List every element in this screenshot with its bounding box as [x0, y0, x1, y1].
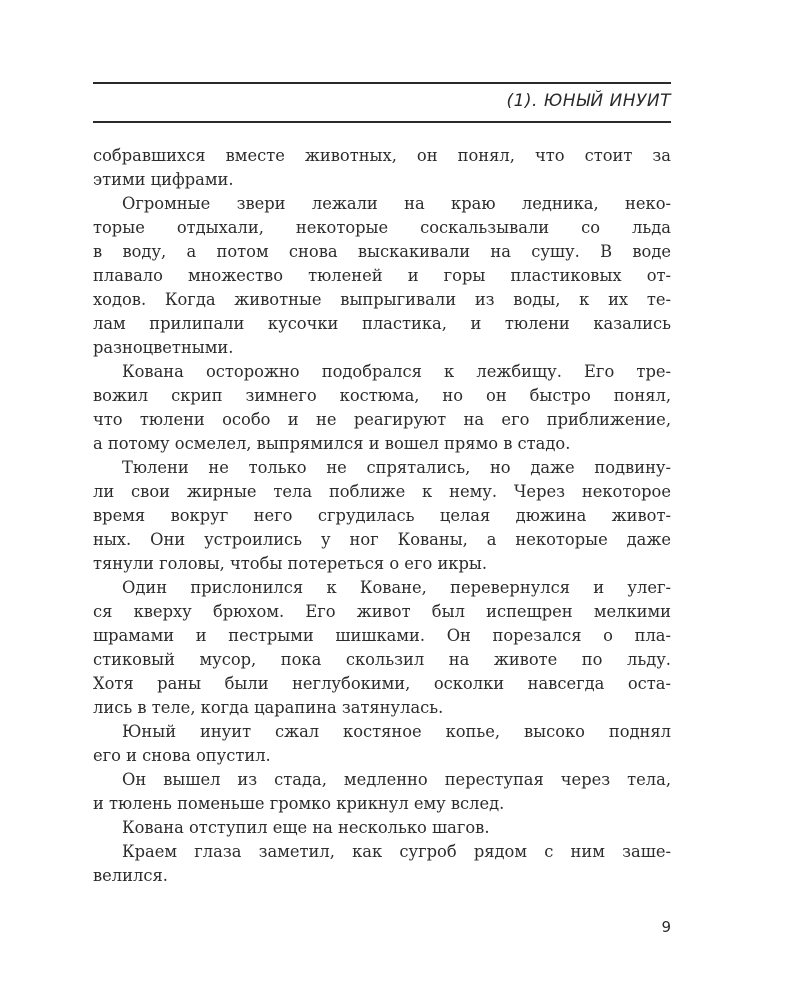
text-line: Один прислонился к Коване, перевернулся и улег- [122, 578, 671, 597]
text-line: а потому осмелел, выпрямился и вошел прямо в стадо. [93, 434, 571, 453]
text-line: Краем глаза заметил, как сугроб рядом с ним заше- [122, 842, 671, 861]
text-line: время вокруг него сгрудилась целая дюжина живот- [93, 506, 671, 525]
text-line: тянули головы, чтобы потереться о его икры. [93, 554, 488, 573]
text-line: Тюлени не только не спрятались, но даже подвину- [122, 458, 671, 477]
text-line: велился. [93, 866, 168, 885]
text-line: вожил скрип зимнего костюма, но он быстро понял, [93, 386, 671, 405]
text-line: его и снова опустил. [93, 746, 271, 765]
text-line: шрамами и пестрыми шишками. Он порезался о пла- [93, 626, 671, 645]
text-line: Кована отступил еще на несколько шагов. [122, 818, 490, 837]
text-line: собравшихся вместе животных, он понял, что стоит за [93, 146, 671, 165]
text-line: ли свои жирные тела поближе к нему. Через некоторое [93, 482, 671, 501]
text-line: этими цифрами. [93, 170, 234, 189]
text-line: лись в теле, когда царапина затянулась. [93, 698, 444, 717]
text-line: Огромные звери лежали на краю ледника, неко- [122, 194, 671, 213]
text-line: ся кверху брюхом. Его живот был испещрен мелкими [93, 602, 671, 621]
text-line: ходов. Когда животные выпрыгивали из воды, к их те- [93, 290, 671, 309]
body-text [93, 144, 671, 888]
text-line: разноцветными. [93, 338, 234, 357]
running-head: (1). ЮНЫЙ ИНУИТ [506, 91, 671, 111]
text-line: торые отдыхали, некоторые соскальзывали со льда [93, 218, 671, 237]
text-line: Кована осторожно подобрался к лежбищу. Его тре- [122, 362, 671, 381]
header-rule-bottom [93, 121, 671, 123]
text-line: плавало множество тюленей и горы пластиковых от- [93, 266, 671, 285]
text-line: ных. Они устроились у ног Кованы, а некоторые даже [93, 530, 671, 549]
text-line: стиковый мусор, пока скользил на животе по льду. [93, 650, 671, 669]
text-line: Хотя раны были неглубокими, осколки навсегда оста- [93, 674, 671, 693]
header-rule-top [93, 82, 671, 84]
text-line: Юный инуит сжал костяное копье, высоко поднял [122, 722, 671, 741]
text-line: Он вышел из стада, медленно переступая через тела, [122, 770, 671, 789]
text-line: что тюлени особо и не реагируют на его приближение, [93, 410, 671, 429]
text-line: и тюлень поменьше громко крикнул ему вслед. [93, 794, 505, 813]
page-number: 9 [661, 918, 671, 936]
text-line: лам прилипали кусочки пластика, и тюлени казались [93, 314, 671, 333]
text-line: в воду, а потом снова выскакивали на сушу. В воде [93, 242, 671, 261]
